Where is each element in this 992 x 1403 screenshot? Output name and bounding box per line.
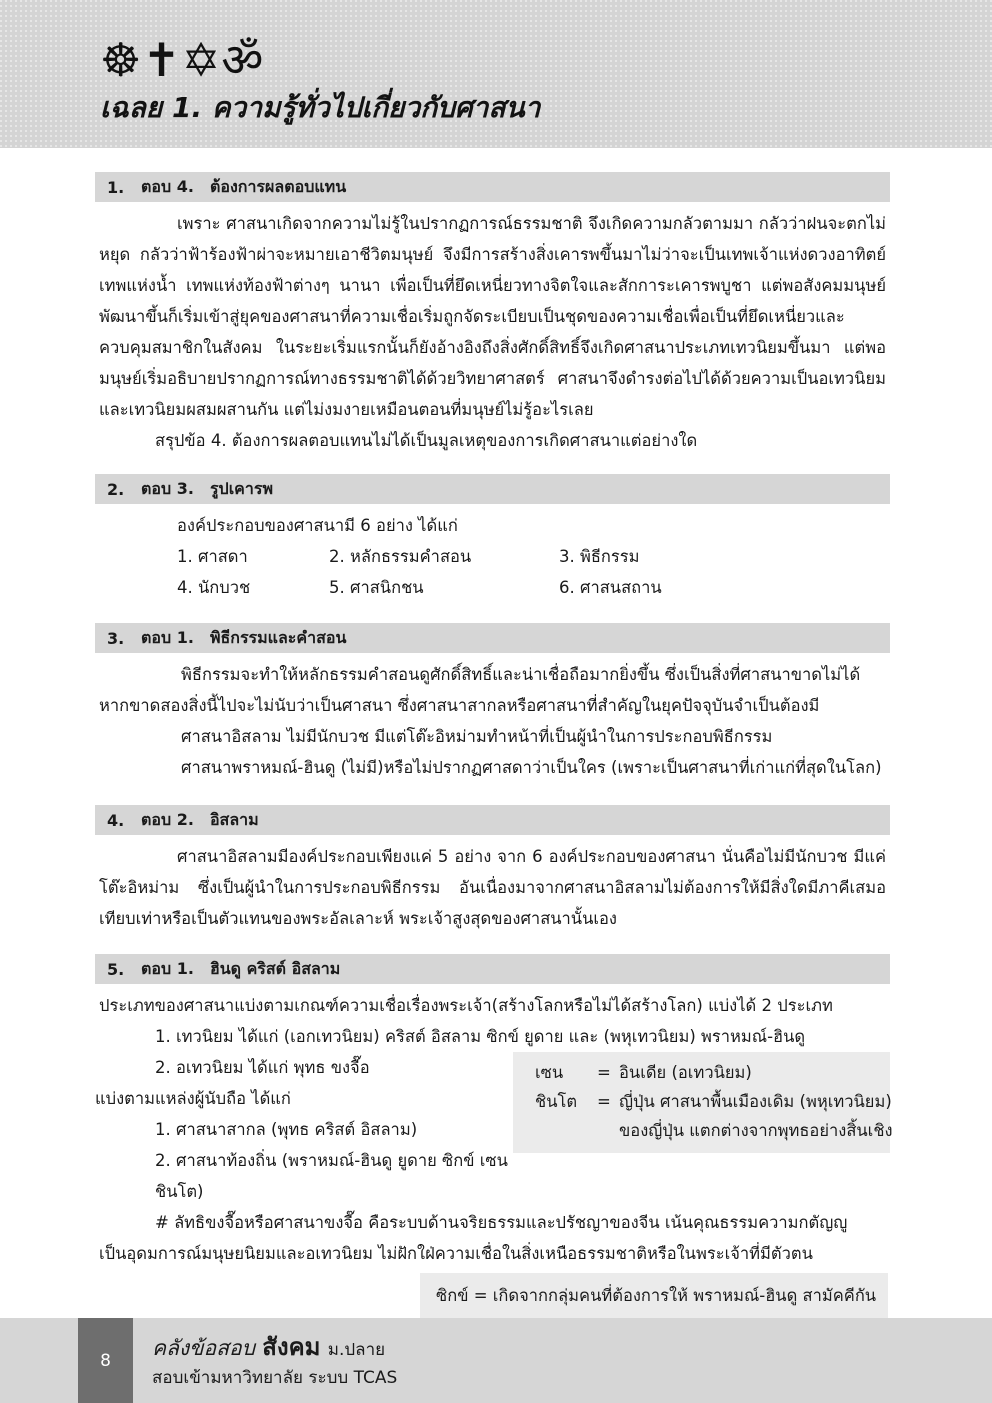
section-conclusion-1: สรุปข้อ 4. ต้องการผลตอบแทนไม่ได้เป็นมูลเหตุของการเกิดศาสนาแต่อย่างใด: [155, 431, 698, 450]
answer-section-4: [95, 805, 890, 934]
section-title-1: ต้องการผลตอบแทน: [209, 176, 347, 196]
religion-symbols-row: [100, 34, 900, 88]
footer-line-1: [152, 1334, 397, 1364]
footer-level: ม.ปลาย: [327, 1340, 386, 1360]
confucianism-line-1: # ลัทธิขงจื๊อหรือศาสนาขงจื๊อ คือระบบด้านจริยธรรมและปรัชญาของจีน เน้นคุณธรรมความกตัญญู: [155, 1213, 848, 1232]
page-footer-band: [0, 1318, 992, 1403]
section-answer-label-3: ตอบ 1.: [141, 627, 194, 647]
section-title-3: พิธีกรรมและคำสอน: [209, 627, 347, 647]
star-of-david-icon: ✡: [181, 33, 222, 87]
section-title-5: ฮินดู คริสต์ อิสลาม: [209, 958, 341, 978]
section-number-2: 2.: [107, 479, 125, 499]
section-paragraph-4: ศาสนาอิสลามมีองค์ประกอบเพียงแค่ 5 อย่าง จาก 6 องค์ประกอบของศาสนา นั่นคือไม่มีนักบวช มีแค่โต๊ะอิหม่าม ซึ่งเป็นผู้นำในการประกอบพิธีกรรม อันเนื่องมาจากศาสนาอิสลามไม่ต้องการให้มีสิ่งใดมีภาคีเสมอเทียบเท่าหรือเป็นตัวแทนของพระอัลเลาะห์ พระเจ้าสูงสุดของศาสนานั้นเอง: [99, 847, 886, 928]
section-title-2: รูปเคารพ: [209, 478, 273, 498]
list-item: 4. นักบวช: [177, 578, 251, 597]
local-religion-line: 2. ศาสนาท้องถิ่น (พราหมณ์-ฮินดู ยูดาย ซิกข์ เซน ชินโต): [155, 1151, 508, 1201]
callout-key: เซน: [535, 1063, 564, 1082]
section-number-3: 3.: [107, 628, 125, 648]
dharma-wheel-icon: ☸: [100, 33, 143, 87]
section-header-2: [95, 474, 890, 504]
page-title: เฉลย 1. ความรู้ทั่วไปเกี่ยวกับศาสนา: [100, 91, 541, 124]
answer-section-5: [95, 954, 893, 1319]
section-body-1: [95, 208, 890, 456]
classification-with-callout: [95, 1052, 893, 1207]
section-line: พิธีกรรมจะทำให้หลักธรรมคำสอนดูศักดิ์สิทธิ์และน่าเชื่อถือมากยิ่งขึ้น ซึ่งเป็นสิ่งที่ศาสนาขาดไม่ได้: [181, 665, 861, 684]
callout-value: อินเดีย (อเทวนิยม): [619, 1063, 752, 1082]
confucianism-note: [95, 1207, 890, 1269]
sikh-callout: ซิกข์ = เกิดจากกลุ่มคนที่ต้องการให้ พราหมณ์-ฮินดู สามัคคีกัน: [420, 1273, 888, 1319]
section-line: หากขาดสองสิ่งนี้ไปจะไม่นับว่าเป็นศาสนา ซึ่งศาสนาสากลหรือศาสนาที่สำคัญในยุคปัจจุบันจำเป็นต้องมี: [99, 696, 820, 715]
callout-continuation: ของญี่ปุ่น แตกต่างจากพุทธอย่างสิ้นเชิง: [619, 1121, 893, 1140]
section-number-4: 4.: [107, 810, 125, 830]
confucianism-line-2: เป็นอุดมการณ์มนุษยนิยมและอเทวนิยม ไม่ฝักใฝ่ความเชื่อในสิ่งเหนือธรรมชาติหรือในพระเจ้าที่มีตัวตน: [99, 1244, 813, 1263]
classification-left-column: [95, 1052, 513, 1207]
section-answer-label-5: ตอบ 1.: [141, 958, 194, 978]
components-list: [95, 541, 890, 603]
footer-line-2: สอบเข้ามหาวิทยาลัย ระบบ TCAS: [152, 1368, 398, 1388]
section-body-3: [95, 659, 890, 783]
by-origin-intro: แบ่งตามแหล่งผู้นับถือ ได้แก่: [95, 1089, 291, 1108]
religion-classification-lead: ประเภทของศาสนาแบ่งตามเกณฑ์ความเชื่อเรื่องพระเจ้า(สร้างโลกหรือไม่ได้สร้างโลก) แบ่งได้ 2 ประเภท: [99, 996, 833, 1015]
list-item: 1. ศาสดา: [177, 547, 248, 566]
callout-equals: =: [597, 1063, 611, 1082]
footer-subject: สังคม: [262, 1333, 321, 1361]
list-item: 2. หลักธรรมคำสอน: [329, 547, 472, 566]
theism-line: 1. เทวนิยม ได้แก่ (เอกเทวนิยม) คริสต์ อิสลาม ซิกข์ ยูดาย และ (พหุเทวนิยม) พราหมณ์-ฮินดู: [155, 1027, 806, 1046]
section-paragraph-1: เพราะ ศาสนาเกิดจากความไม่รู้ในปรากฏการณ์ธรรมชาติ จึงเกิดความกลัวตามมา กลัวว่าฝนจะตกไม่หยุด กลัวว่าฟ้าร้องฟ้าผ่าจะหมายเอาชีวิตมนุษย์ จึงมีการสร้างสิ่งเคารพขึ้นมาไม่ว่าจะเป็นเทพเจ้าแห่งดวงอาทิตย์ เทพแห่งน้ำ เทพแห่งท้องฟ้าต่างๆ นานา เพื่อเป็นที่ยึดเหนี่ยวทางจิตใจและสักการะเคารพบูชา แต่พอสังคมมนุษย์พัฒนาขึ้นก็เริ่มเข้าสู่ยุคของศาสนาที่ความเชื่อเริ่มถูกจัดระเบียบเป็นชุดของความเชื่อเพื่อเป็นที่ยึดเหนี่ยวและควบคุมสมาชิกในสังคม ในระยะเริ่มแรกนั้นก็ยังอ้างอิงถึงสิ่งศักดิ์สิทธิ์จึงเกิดศาสนาประเภทเทวนิยมขึ้นมา แต่พอมนุษย์เริ่มอธิบายปรากฏการณ์ทางธรรมชาติได้ด้วยวิทยาศาสตร์ ศาสนาจึงดำรงต่อไปได้ด้วยความเป็นอเทวนิยมและเทวนิยมผสมผสานกัน แต่ไม่งมงายเหมือนตอนที่มนุษย์ไม่รู้อะไรเลย: [99, 214, 886, 419]
cross-icon: ✝: [142, 33, 182, 87]
universal-religion-line: 1. ศาสนาสากล (พุทธ คริสต์ อิสลาม): [155, 1120, 418, 1139]
answer-key-content: [95, 172, 893, 1319]
atheism-line: 2. อเทวนิยม ได้แก่ พุทธ ขงจื๊อ: [155, 1058, 370, 1077]
list-item: 6. ศาสนสถาน: [559, 578, 662, 597]
page-number-box: 8: [78, 1318, 133, 1403]
section-answer-label-1: ตอบ 4.: [141, 176, 194, 196]
header-content: [100, 34, 900, 126]
section-body-4: [95, 841, 890, 934]
om-icon: ॐ: [221, 33, 265, 87]
callout-row: [535, 1087, 892, 1116]
section-header-1: [95, 172, 890, 202]
page-header-band: [0, 0, 992, 148]
section-body-2: [95, 510, 890, 603]
section-number-1: 1.: [107, 177, 125, 197]
section-header-3: [95, 623, 890, 653]
section-body-5: [95, 990, 893, 1319]
footer-book-prefix: คลังข้อสอบ: [152, 1336, 255, 1360]
callout-equals: =: [597, 1092, 611, 1111]
section-answer-label-2: ตอบ 3.: [141, 478, 194, 498]
section-line: ศาสนาอิสลาม ไม่มีนักบวช มีแต่โต๊ะอิหม่ามทำหน้าที่เป็นผู้นำในการประกอบพิธีกรรม: [181, 727, 773, 746]
section-title-4: อิสลาม: [209, 809, 259, 829]
section-header-4: [95, 805, 890, 835]
answer-section-1: [95, 172, 890, 456]
answer-section-2: [95, 474, 890, 603]
callout-value: ญี่ปุ่น ศาสนาพื้นเมืองเดิม (พหุเทวนิยม): [619, 1092, 892, 1111]
footer-publisher-info: [152, 1334, 397, 1392]
callout-row: [535, 1058, 876, 1087]
answer-section-3: [95, 623, 890, 783]
list-item: 5. ศาสนิกชน: [329, 578, 424, 597]
callout-key: ชินโต: [535, 1092, 578, 1111]
section-line: ศาสนาพราหมณ์-ฮินดู (ไม่มี)หรือไม่ปรากฏศาสดาว่าเป็นใคร (เพราะเป็นศาสนาที่เก่าแก่ที่สุดในโลก): [181, 758, 882, 777]
section-answer-label-4: ตอบ 2.: [141, 809, 194, 829]
components-intro: องค์ประกอบของศาสนามี 6 อย่าง ได้แก่: [177, 516, 458, 535]
zen-shinto-callout: [513, 1052, 893, 1153]
section-number-5: 5.: [107, 959, 125, 979]
section-header-5: [95, 954, 890, 984]
list-item: 3. พิธีกรรม: [559, 547, 640, 566]
